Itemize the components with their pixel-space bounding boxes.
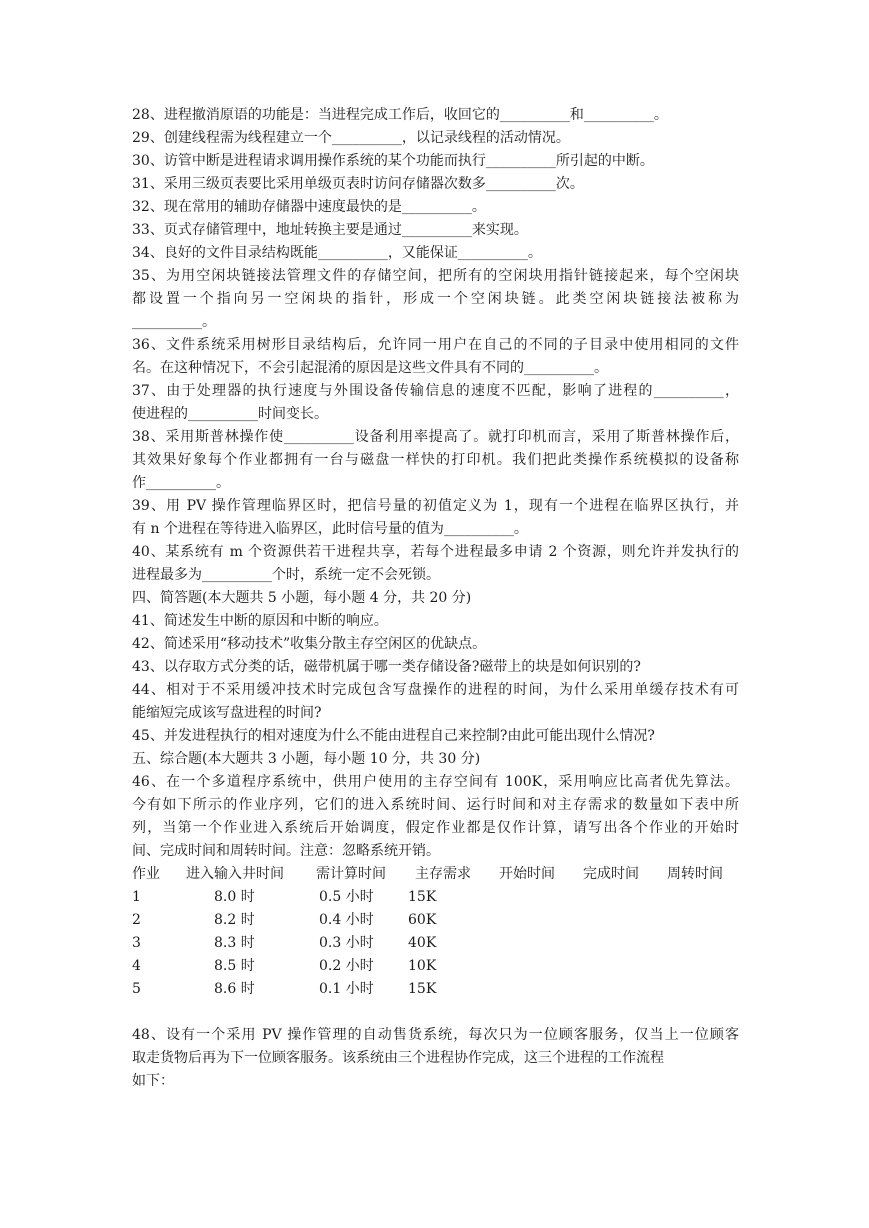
table-row-5-job: 5 xyxy=(132,981,141,997)
question-37-line-1: 37、由于处理器的执行速度与外围设备传输信息的速度不匹配，影响了进程的__________， xyxy=(132,383,739,399)
question-48-line-2: 取走货物后再为下一位顾客服务。该系统由三个进程协作完成，这三个进程的工作流程 xyxy=(132,1050,664,1066)
table-row-2-job: 2 xyxy=(132,912,141,928)
table-row-5-compute: 0.1 小时 xyxy=(319,981,374,997)
table-header-arrival: 进入输入井时间 xyxy=(186,866,284,882)
table-row-4-job: 4 xyxy=(132,958,141,974)
question-46-line-3: 列，当第一个作业进入系统后开始调度，假定作业都是仅作计算，请写出各个作业的开始时 xyxy=(132,820,739,836)
table-header-memory: 主存需求 xyxy=(415,866,471,882)
question-46-line-2: 今有如下所示的作业序列，它们的进入系统时间、运行时间和对主存需求的数量如下表中所 xyxy=(132,797,739,813)
table-row-2-compute: 0.4 小时 xyxy=(319,912,374,928)
table-row-1-job: 1 xyxy=(132,889,141,905)
question-48-line-1: 48、设有一个采用 PV 操作管理的自动售货系统，每次只为一位顾客服务，仅当上一位顾客 xyxy=(132,1027,739,1043)
section-4-heading: 四、简答题(本大题共 5 小题，每小题 4 分，共 20 分) xyxy=(132,590,472,606)
question-40-line-2: 进程最多为__________个时，系统一定不会死锁。 xyxy=(132,567,440,583)
question-48-line-3: 如下： xyxy=(132,1073,174,1089)
question-40-line-1: 40、某系统有 m 个资源供若干进程共享，若每个进程最多申请 2 个资源，则允许并发执行的 xyxy=(132,544,739,560)
question-30: 30、访管中断是进程请求调用操作系统的某个功能而执行__________所引起的中断。 xyxy=(132,153,654,169)
question-38-line-3: 作__________。 xyxy=(132,475,230,491)
question-28: 28、进程撤消原语的功能是：当进程完成工作后，收回它的__________和__________。 xyxy=(132,107,668,123)
table-row-2-arrival: 8.2 时 xyxy=(214,912,255,928)
question-46-line-4: 间、完成时间和周转时间。注意：忽略系统开销。 xyxy=(132,843,440,859)
question-42: 42、简述采用“移动技术”收集分散主存空闲区的优缺点。 xyxy=(132,636,487,652)
question-39-line-2: 有 n 个进程在等待进入临界区，此时信号量的值为__________。 xyxy=(132,521,528,537)
question-35-line-3: __________。 xyxy=(132,314,216,330)
table-row-1-compute: 0.5 小时 xyxy=(319,889,374,905)
table-row-4-arrival: 8.5 时 xyxy=(214,958,255,974)
question-43: 43、以存取方式分类的话，磁带机属于哪一类存储设备?磁带上的块是如何识别的? xyxy=(132,659,641,675)
table-row-3-compute: 0.3 小时 xyxy=(319,935,374,951)
question-41: 41、简述发生中断的原因和中断的响应。 xyxy=(132,613,388,629)
question-36-line-1: 36、文件系统采用树形目录结构后，允许同一用户在自己的不同的子目录中使用相同的文件 xyxy=(132,337,739,353)
table-header-job: 作业 xyxy=(132,866,160,882)
table-header-start: 开始时间 xyxy=(499,866,555,882)
question-38-line-1: 38、采用斯普林操作使__________设备利用率提高了。就打印机而言，采用了斯普林操作后， xyxy=(132,429,739,445)
table-header-turnaround: 周转时间 xyxy=(667,866,723,882)
table-row-3-arrival: 8.3 时 xyxy=(214,935,255,951)
table-row-3-job: 3 xyxy=(132,935,141,951)
table-row-5-memory: 15K xyxy=(408,981,437,997)
question-44-line-2: 能缩短完成该写盘进程的时间? xyxy=(132,705,322,721)
question-37-line-2: 使进程的__________时间变长。 xyxy=(132,406,328,422)
question-44-line-1: 44、相对于不采用缓冲技术时完成包含写盘操作的进程的时间，为什么采用单缓存技术有可 xyxy=(132,682,739,698)
question-39-line-1: 39、用 PV 操作管理临界区时，把信号量的初值定义为 1，现有一个进程在临界区执行，并 xyxy=(132,498,739,514)
question-46-line-1: 46、在一个多道程序系统中，供用户使用的主存空间有 100K，采用响应比高者优先算法。 xyxy=(132,774,739,790)
table-row-3-memory: 40K xyxy=(408,935,437,951)
question-38-line-2: 其效果好象每个作业都拥有一台与磁盘一样快的打印机。我们把此类操作系统模拟的设备称 xyxy=(132,452,739,468)
question-45: 45、并发进程执行的相对速度为什么不能由进程自己来控制?由此可能出现什么情况? xyxy=(132,728,655,744)
table-row-1-memory: 15K xyxy=(408,889,437,905)
question-33: 33、页式存储管理中，地址转换主要是通过__________来实现。 xyxy=(132,222,528,238)
table-row-5-arrival: 8.6 时 xyxy=(214,981,255,997)
table-row-4-memory: 10K xyxy=(408,958,437,974)
table-row-4-compute: 0.2 小时 xyxy=(319,958,374,974)
question-32: 32、现在常用的辅助存储器中速度最快的是__________。 xyxy=(132,199,486,215)
table-row-1-arrival: 8.0 时 xyxy=(214,889,255,905)
table-header-finish: 完成时间 xyxy=(583,866,639,882)
question-31: 31、采用三级页表要比采用单级页表时访问存储器次数多__________次。 xyxy=(132,176,584,192)
question-36-line-2: 名。在这种情况下，不会引起混淆的原因是这些文件具有不同的__________。 xyxy=(132,360,608,376)
question-34: 34、良好的文件目录结构既能__________，又能保证__________。 xyxy=(132,245,542,261)
question-35-line-2: 都设置一个指向另一空闲块的指针，形成一个空闲块链。此类空闲块链接法被称为 xyxy=(132,291,739,307)
question-29: 29、创建线程需为线程建立一个__________，以记录线程的活动情况。 xyxy=(132,130,570,146)
table-row-2-memory: 60K xyxy=(408,912,437,928)
table-header-compute: 需计算时间 xyxy=(316,866,386,882)
question-35-line-1: 35、为用空闲块链接法管理文件的存储空间，把所有的空闲块用指针链接起来，每个空闲块 xyxy=(132,268,739,284)
section-5-heading: 五、综合题(本大题共 3 小题，每小题 10 分，共 30 分) xyxy=(132,751,481,767)
